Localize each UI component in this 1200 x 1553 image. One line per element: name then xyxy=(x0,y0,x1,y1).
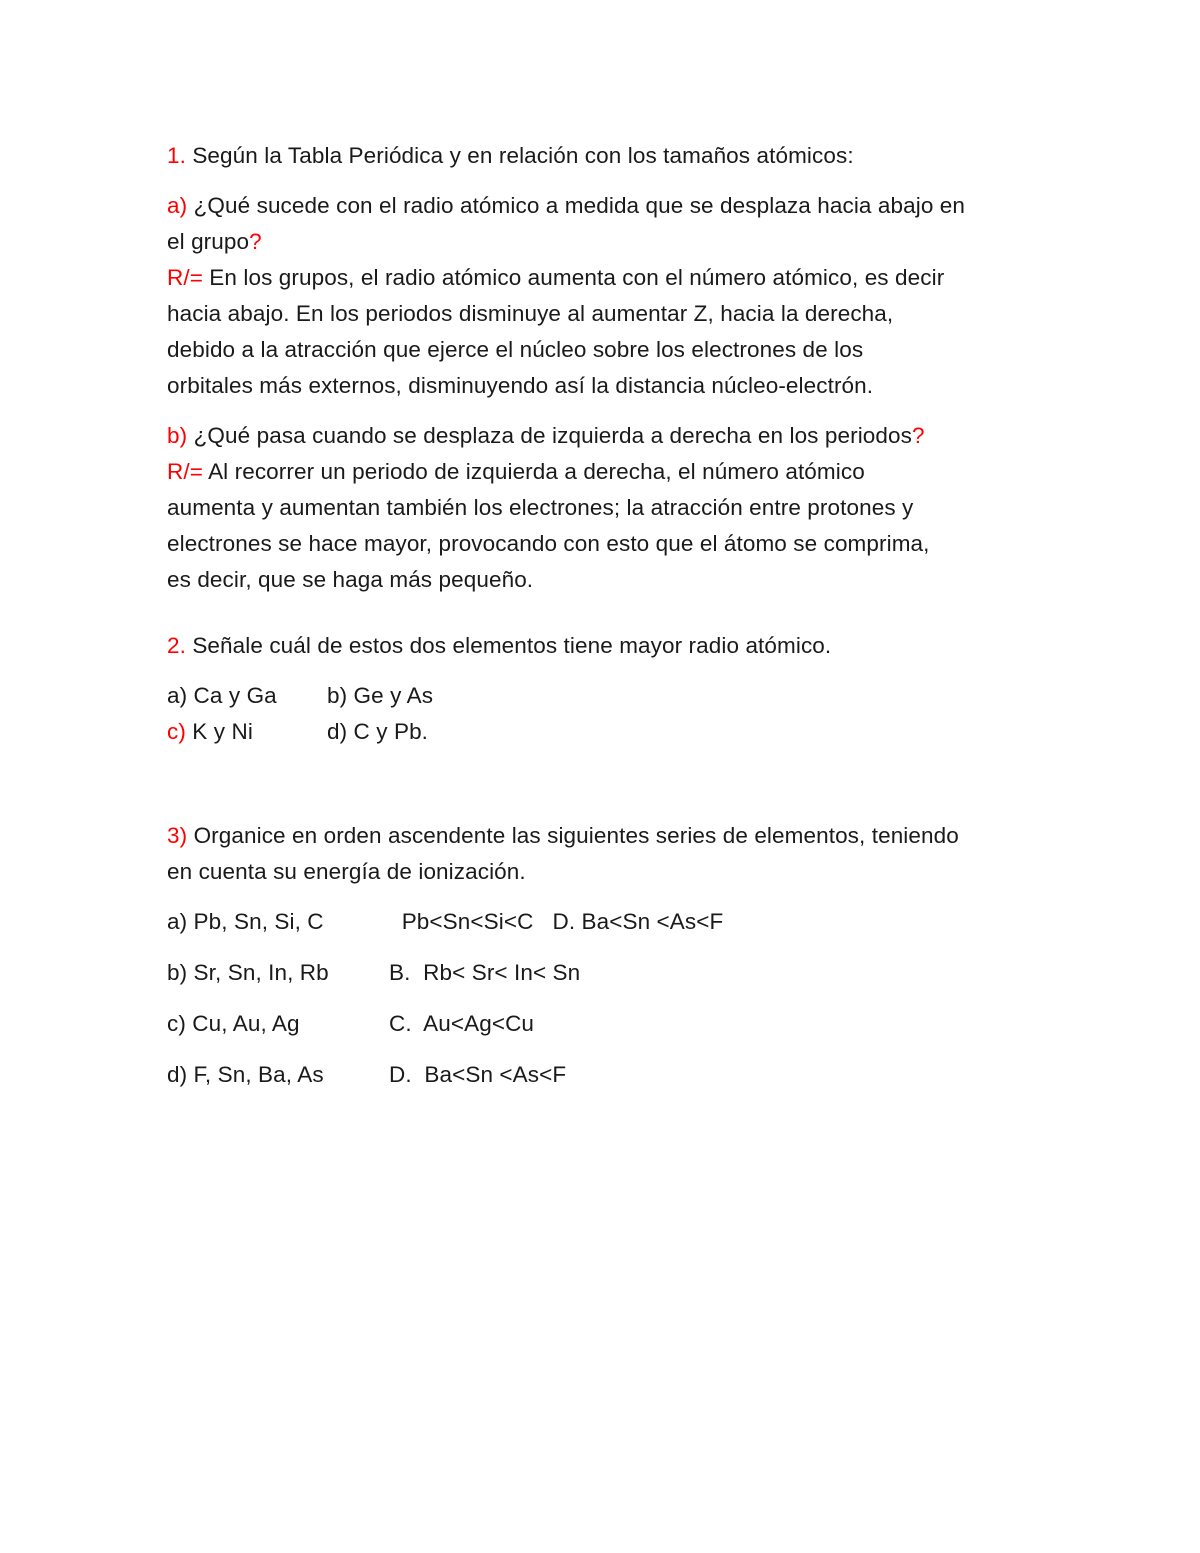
q1b-answer-line4: es decir, que se haga más pequeño. xyxy=(167,567,534,592)
q3-answer-d: D. Ba<Sn <As<F xyxy=(389,1062,567,1087)
q2-option-a: a) Ca y Ga xyxy=(167,683,277,708)
q1b-answer-text: Al recorrer un periodo de izquierda a derecha, el número atómico xyxy=(202,459,865,484)
q1a-answer-line4: orbitales más externos, disminuyendo así la distancia núcleo-electrón. xyxy=(167,373,874,398)
q3-series-a: a) Pb, Sn, Si, C xyxy=(167,909,324,934)
q1a-question-line2 xyxy=(167,224,1047,260)
document-content xyxy=(167,138,1047,1108)
spacer xyxy=(167,404,1047,418)
q1b-answer-line1 xyxy=(167,454,1047,490)
spacer xyxy=(167,664,1047,678)
q1-title-text: Según la Tabla Periódica y en relación con los tamaños atómicos: xyxy=(185,143,854,168)
q1a-answer-text: En los grupos, el radio atómico aumenta con el número atómico, es decir xyxy=(202,265,945,290)
q3-answer-b: B. Rb< Sr< In< Sn xyxy=(389,960,581,985)
q2-option-c xyxy=(167,714,327,750)
q1b-question-line1 xyxy=(167,418,1047,454)
q1-number: 1. xyxy=(167,143,186,168)
q2-title-text: Señale cuál de estos dos elementos tiene mayor radio atómico. xyxy=(185,633,832,658)
q3-row-b xyxy=(167,955,1047,991)
q3-row-c xyxy=(167,1006,1047,1042)
q3-row-a xyxy=(167,904,1047,940)
q3-row-d xyxy=(167,1057,1047,1093)
q1a-answer-label: R/= xyxy=(167,265,203,290)
q1-title xyxy=(167,138,1047,174)
q2-options-row1 xyxy=(167,678,1047,714)
q3-series-d: d) F, Sn, Ba, As xyxy=(167,1062,324,1087)
q1b-label: b) xyxy=(167,423,188,448)
q2-title xyxy=(167,628,1047,664)
spacer xyxy=(167,174,1047,188)
q1b-answer-line3: electrones se hace mayor, provocando con esto que el átomo se comprima, xyxy=(167,531,930,556)
q3-title-line1 xyxy=(167,818,1047,854)
q1b-answer-line2: aumenta y aumentan también los electrones; la atracción entre protones y xyxy=(167,495,914,520)
q3-series-b: b) Sr, Sn, In, Rb xyxy=(167,960,329,985)
q2-option-b: b) Ge y As xyxy=(327,683,434,708)
q2-option-c-label: c) xyxy=(167,719,186,744)
q1a-question-mark: ? xyxy=(249,229,262,254)
q3-title-line2: en cuenta su energía de ionización. xyxy=(167,859,526,884)
q1a-label: a) xyxy=(167,193,188,218)
q2-option-c-text: K y Ni xyxy=(185,719,253,744)
q1a-question-line1 xyxy=(167,188,1047,224)
spacer xyxy=(167,890,1047,904)
q1a-question-text-2: el grupo xyxy=(167,229,250,254)
q2-options-row2 xyxy=(167,714,1047,750)
q1b-question-text: ¿Qué pasa cuando se desplaza de izquierda a derecha en los periodos xyxy=(187,423,912,448)
spacer xyxy=(167,598,1047,628)
q1a-question-text: ¿Qué sucede con el radio atómico a medida que se desplaza hacia abajo en xyxy=(187,193,966,218)
q1b-question-mark: ? xyxy=(912,423,925,448)
spacer xyxy=(167,750,1047,818)
q1a-answer-line1 xyxy=(167,260,1047,296)
q3-answer-a: Pb<Sn<Si<C D. Ba<Sn <As<F xyxy=(389,909,724,934)
q3-answer-c: C. Au<Ag<Cu xyxy=(389,1011,535,1036)
q1b-answer-label: R/= xyxy=(167,459,203,484)
q2-option-d: d) C y Pb. xyxy=(327,719,429,744)
q3-title-text: Organice en orden ascendente las siguientes series de elementos, teniendo xyxy=(187,823,959,848)
q2-number: 2. xyxy=(167,633,186,658)
q3-series-c: c) Cu, Au, Ag xyxy=(167,1011,300,1036)
q1a-answer-line2: hacia abajo. En los periodos disminuye al aumentar Z, hacia la derecha, xyxy=(167,301,894,326)
q3-number: 3) xyxy=(167,823,188,848)
q1a-answer-line3: debido a la atracción que ejerce el núcleo sobre los electrones de los xyxy=(167,337,864,362)
